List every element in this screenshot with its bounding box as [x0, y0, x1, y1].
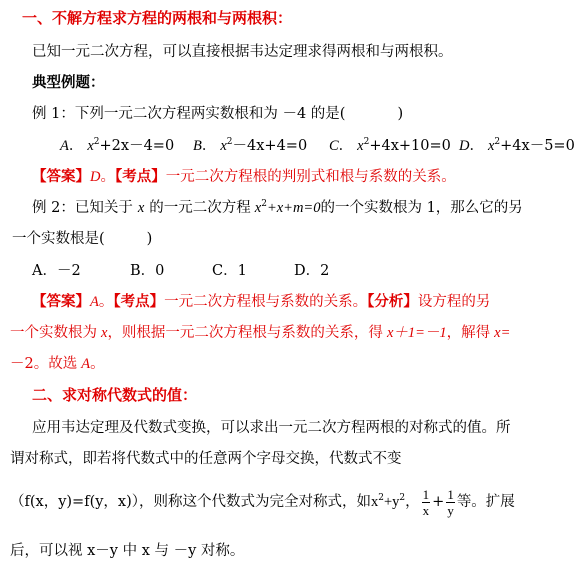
example1-question: 例 1：下列一元二次方程两实数根和为 －4 的是( ) [32, 106, 404, 122]
example2-option-a: A．－2 [32, 263, 81, 279]
example1-option-d: D． $x^2+4x-5=0$ [459, 137, 575, 154]
example2-option-d: D．2 [294, 263, 330, 279]
section2-para3: （f(x，y)=f(y，x)），则称这个代数式为完全对称式，如$x^2+y^2$， $\frac{1}{x}$ + $\frac{1}{y}$ 等。扩展 [10, 486, 515, 518]
example2-option-b: B．0 [130, 263, 165, 279]
example1-option-b: B． $x^2-4x+4=0$ [193, 137, 308, 154]
fraction-1-over-x: $\frac{1}{x}$ [422, 486, 430, 518]
section1-heading: 一、不解方程求方程的两根和与两根积： [22, 9, 293, 27]
example1-option-a: A． $x^2+2x-4=0$ [60, 137, 175, 154]
section2-heading: 二、求对称代数式的值： [32, 386, 198, 404]
section2-para2: 谓对称式，即若将代数式中的任意两个字母交换，代数式不变 [10, 451, 402, 467]
example1-answer: 【答案】D。【考点】一元二次方程根的判别式和根与系数的关系。 [32, 168, 456, 185]
fraction-1-over-y: $\frac{1}{y}$ [447, 486, 454, 518]
example2-analysis: 一个实数根为 x，则根据一元二次方程根与系数的关系，得 x＋1=－1，解得 x= [10, 325, 511, 341]
example2-answer: 【答案】A。【考点】一元二次方程根与系数的关系。【分析】设方程的另 [32, 293, 491, 310]
example2-question: 例 2：已知关于 x 的一元二次方程 $x^2+x+m=0$的一个实数根为 1，那么它的另 [32, 199, 523, 216]
example2-option-c: C．1 [212, 263, 247, 279]
example1-option-c: C． $x^2+4x+10=0$ [329, 137, 451, 154]
typical-examples-heading: 典型例题： [32, 74, 105, 91]
example2-conclusion: －2。故选 A。 [10, 356, 105, 372]
section1-intro: 已知一元二次方程，可以直接根据韦达定理求得两根和与两根积。 [32, 44, 453, 60]
section2-para1: 应用韦达定理及代数式变换，可以求出一元二次方程两根的对称式的值。所 [32, 420, 511, 436]
example2-question-line2: 一个实数根是( ) [12, 231, 153, 247]
section2-para4: 后，可以视 x－y 中 x 与 －y 对称。 [10, 543, 245, 559]
